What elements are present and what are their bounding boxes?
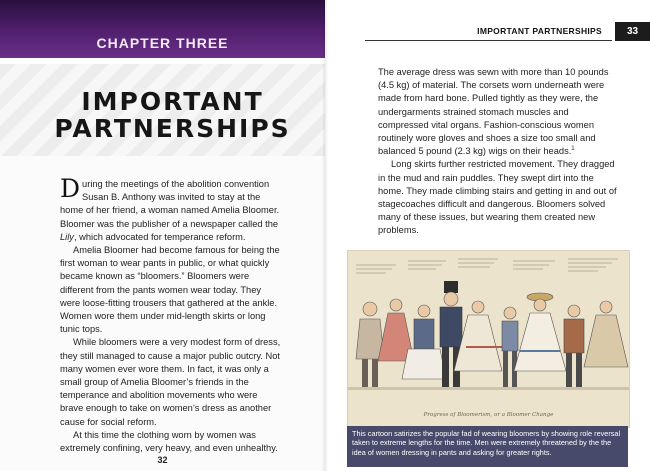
chapter-title-line-2: PARTNERSHIPS xyxy=(54,114,291,143)
drop-cap: D xyxy=(60,174,81,203)
paragraph-2: Amelia Bloomer had become famous for being the first woman to wear pants in public, or what quickly became known as “bloomers.” Bloomers were different from the pants women wear today. They were loose-fitting trousers that gathered at the ankle. Women wore them under mid-length skirts or long tunic tops. xyxy=(60,245,280,335)
paragraph-6: Long skirts further restricted movement. They dragged in the mud and rain puddles. They swept dirt into the home. They made climbing stairs and getting in and out of stagecoaches difficult and dangerous. Bloomers solved many of these issues, but wearing them created new problems. xyxy=(378,159,617,236)
chapter-title-line-1: IMPORTANT xyxy=(81,87,264,116)
newspaper-title: Lily xyxy=(60,231,74,242)
running-head-title: IMPORTANT PARTNERSHIPS xyxy=(477,26,602,36)
paragraph-1-lead: uring the meetings of the abolition convention Susan B. Anthony was invited to stay at the home of her friend, a woman named Amelia Bloomer. Bloomer was the publisher of a newspaper called the xyxy=(60,179,280,229)
image-caption: This cartoon satirizes the popular fad of wearing bloomers by showing role reversal taken to extreme lengths for the time. Men were extremely threatened by the the idea of women dressing in pants and asking for greater rights. xyxy=(347,426,628,467)
paragraph-5 xyxy=(378,66,620,158)
page-number-left: 32 xyxy=(157,455,168,465)
paragraph-1 xyxy=(60,174,282,244)
cartoon-drawing xyxy=(348,251,629,427)
chapter-header-band xyxy=(0,0,325,58)
footnote-marker: 1 xyxy=(571,146,575,153)
paragraph-5-text: The average dress was sewn with more than 10 pounds (4.5 kg) of material. The corsets worn underneath were made from hard bone. Pulled tightly as they were, the undergarments strained stomach muscles and compressed vital organs. Fashion-conscious women routinely wore gloves and shoes a size too small and balanced 5 pound (2.3 kg) wigs on their heads. xyxy=(378,67,609,157)
cartoon-inscription: Progress of Bloomerism, or a Bloomer Change xyxy=(423,412,554,418)
paragraph-1-tail: , which advocated for temperance reform. xyxy=(73,231,246,242)
paragraph-3: While bloomers were a very modest form of dress, they still managed to cause a major public outcry. Not many women ever wore them. In fact, it was only a small group of Amelia Bloomer’s friends in the temperance and abolition movements who were brave enough to take on women’s dress as another cause for social reform. xyxy=(60,337,281,427)
left-body-text xyxy=(60,174,282,455)
bloomer-cartoon-illustration xyxy=(347,250,630,428)
page-number-right: 33 xyxy=(615,22,650,41)
paragraph-4: At this time the clothing worn by women was extremely confining, very heavy, and even unhealthy. xyxy=(60,429,278,454)
chapter-title xyxy=(0,88,325,142)
chapter-label: CHAPTER THREE xyxy=(96,35,229,51)
right-body-text xyxy=(378,66,620,238)
page-gutter xyxy=(322,0,328,471)
running-head-rule xyxy=(365,40,612,41)
right-page xyxy=(325,0,650,471)
running-head xyxy=(325,22,650,41)
